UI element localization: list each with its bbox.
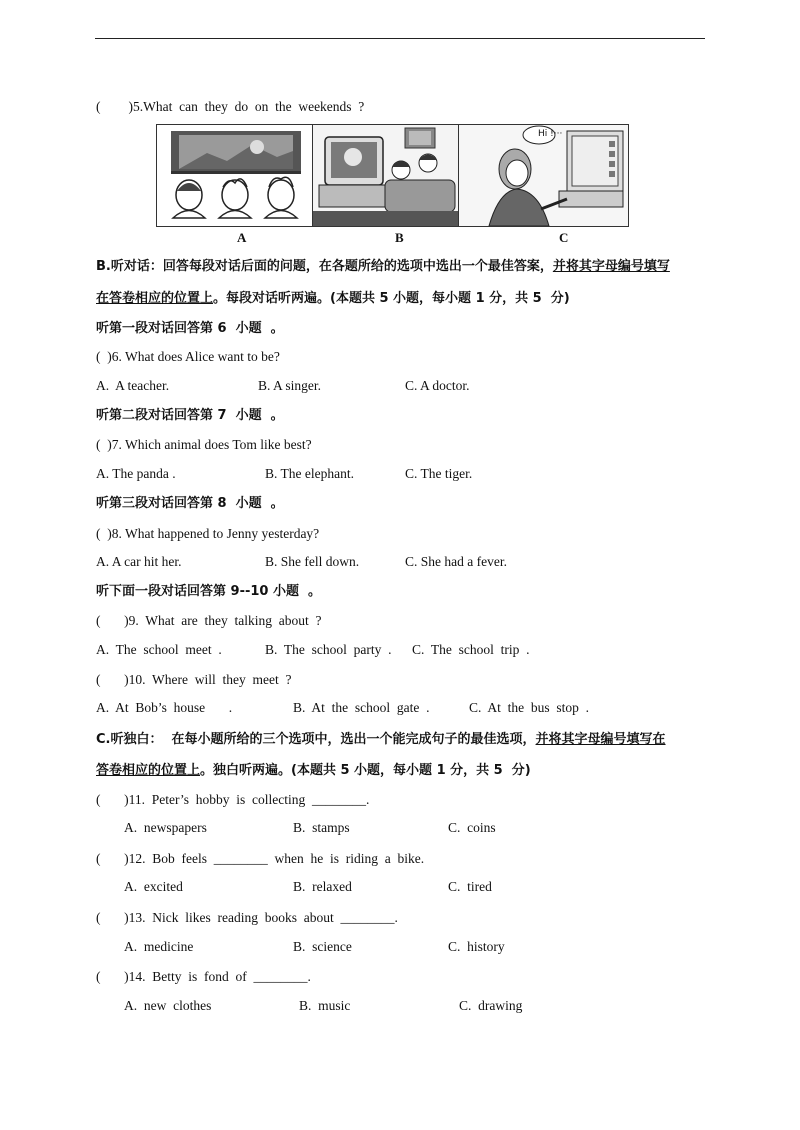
- section-b-instructions-line2: 在答卷相应的位置上。每段对话听两遍。(本题共 5 小题，每小题 1 分，共 5 分): [96, 291, 570, 306]
- dialog-1-heading: 听第一段对话回答第 6 小题 。: [96, 321, 284, 336]
- q13-option-a: A. medicine: [124, 939, 194, 954]
- q8-stem: ( )8. What happened to Jenny yesterday?: [96, 526, 320, 541]
- picture-label-a: A: [237, 230, 247, 245]
- q7-option-a: A. The panda .: [96, 466, 176, 481]
- q13-option-c: C. history: [448, 939, 505, 954]
- q9-option-a: A. The school meet .: [96, 642, 222, 657]
- q11-stem: ( )11. Peter’s hobby is collecting ________.: [96, 792, 370, 807]
- section-c-instructions-line2: 答卷相应的位置上。独白听两遍。(本题共 5 小题，每小题 1 分，共 5 分): [96, 763, 531, 778]
- q7-option-b: B. The elephant.: [265, 466, 354, 481]
- q14-option-a: A. new clothes: [124, 998, 212, 1013]
- picture-b-watching-tv: [313, 125, 459, 226]
- q6-stem: ( )6. What does Alice want to be?: [96, 349, 280, 364]
- answer-paren-open: (: [96, 99, 101, 114]
- q14-stem: ( )14. Betty is fond of ________.: [96, 969, 311, 984]
- section-c-instructions-line1: C.听独白： 在每小题所给的三个选项中，选出一个能完成句子的最佳选项，并将其字母编号填写在: [96, 732, 666, 747]
- section-b-instructions-line1: B.听对话：回答每段对话后面的问题，在各题所给的选项中选出一个最佳答案，并将其字母编号填写: [96, 259, 670, 274]
- q5-stem: [96, 98, 364, 116]
- picture-a-cinema: [157, 125, 313, 226]
- q9-stem: ( )9. What are they talking about ?: [96, 613, 322, 628]
- q9-option-c: C. The school trip .: [412, 642, 530, 657]
- q11-option-c: C. coins: [448, 820, 496, 835]
- q11-option-b: B. stamps: [293, 820, 350, 835]
- q14-option-c: C. drawing: [459, 998, 523, 1013]
- q5-question-text: )5.What can they do on the weekends ?: [128, 99, 365, 114]
- dialog-2-heading: 听第二段对话回答第 7 小题 。: [96, 408, 284, 423]
- q6-option-c: C. A doctor.: [405, 378, 470, 393]
- q7-stem: ( )7. Which animal does Tom like best?: [96, 437, 312, 452]
- q12-option-a: A. excited: [124, 879, 183, 894]
- q5-picture-strip: [156, 124, 629, 227]
- q13-option-b: B. science: [293, 939, 352, 954]
- q10-option-c: C. At the bus stop .: [469, 700, 590, 715]
- q10-option-b: B. At the school gate .: [293, 700, 430, 715]
- picture-c-computer-chat: [459, 125, 628, 226]
- q12-option-b: B. relaxed: [293, 879, 352, 894]
- q14-option-b: B. music: [299, 998, 351, 1013]
- q12-stem: ( )12. Bob feels ________ when he is riding a bike.: [96, 851, 425, 866]
- dialog-4-heading: 听下面一段对话回答第 9--10 小题 。: [96, 584, 322, 599]
- q6-option-a: A. A teacher.: [96, 378, 170, 393]
- q8-option-c: C. She had a fever.: [405, 554, 507, 569]
- q7-option-c: C. The tiger.: [405, 466, 473, 481]
- q10-stem: ( )10. Where will they meet ?: [96, 672, 292, 687]
- q8-option-a: A. A car hit her.: [96, 554, 182, 569]
- header-rule: [95, 38, 705, 39]
- q6-option-b: B. A singer.: [258, 378, 322, 393]
- q10-option-a: A. At Bob’s house .: [96, 700, 233, 715]
- picture-label-c: C: [559, 230, 569, 245]
- q11-option-a: A. newspapers: [124, 820, 207, 835]
- picture-label-b: B: [395, 230, 404, 245]
- speech-bubble-text: Hi !···: [538, 129, 563, 139]
- q8-option-b: B. She fell down.: [265, 554, 360, 569]
- q12-option-c: C. tired: [448, 879, 492, 894]
- q9-option-b: B. The school party .: [265, 642, 392, 657]
- q13-stem: ( )13. Nick likes reading books about ________.: [96, 910, 398, 925]
- dialog-3-heading: 听第三段对话回答第 8 小题 。: [96, 496, 284, 511]
